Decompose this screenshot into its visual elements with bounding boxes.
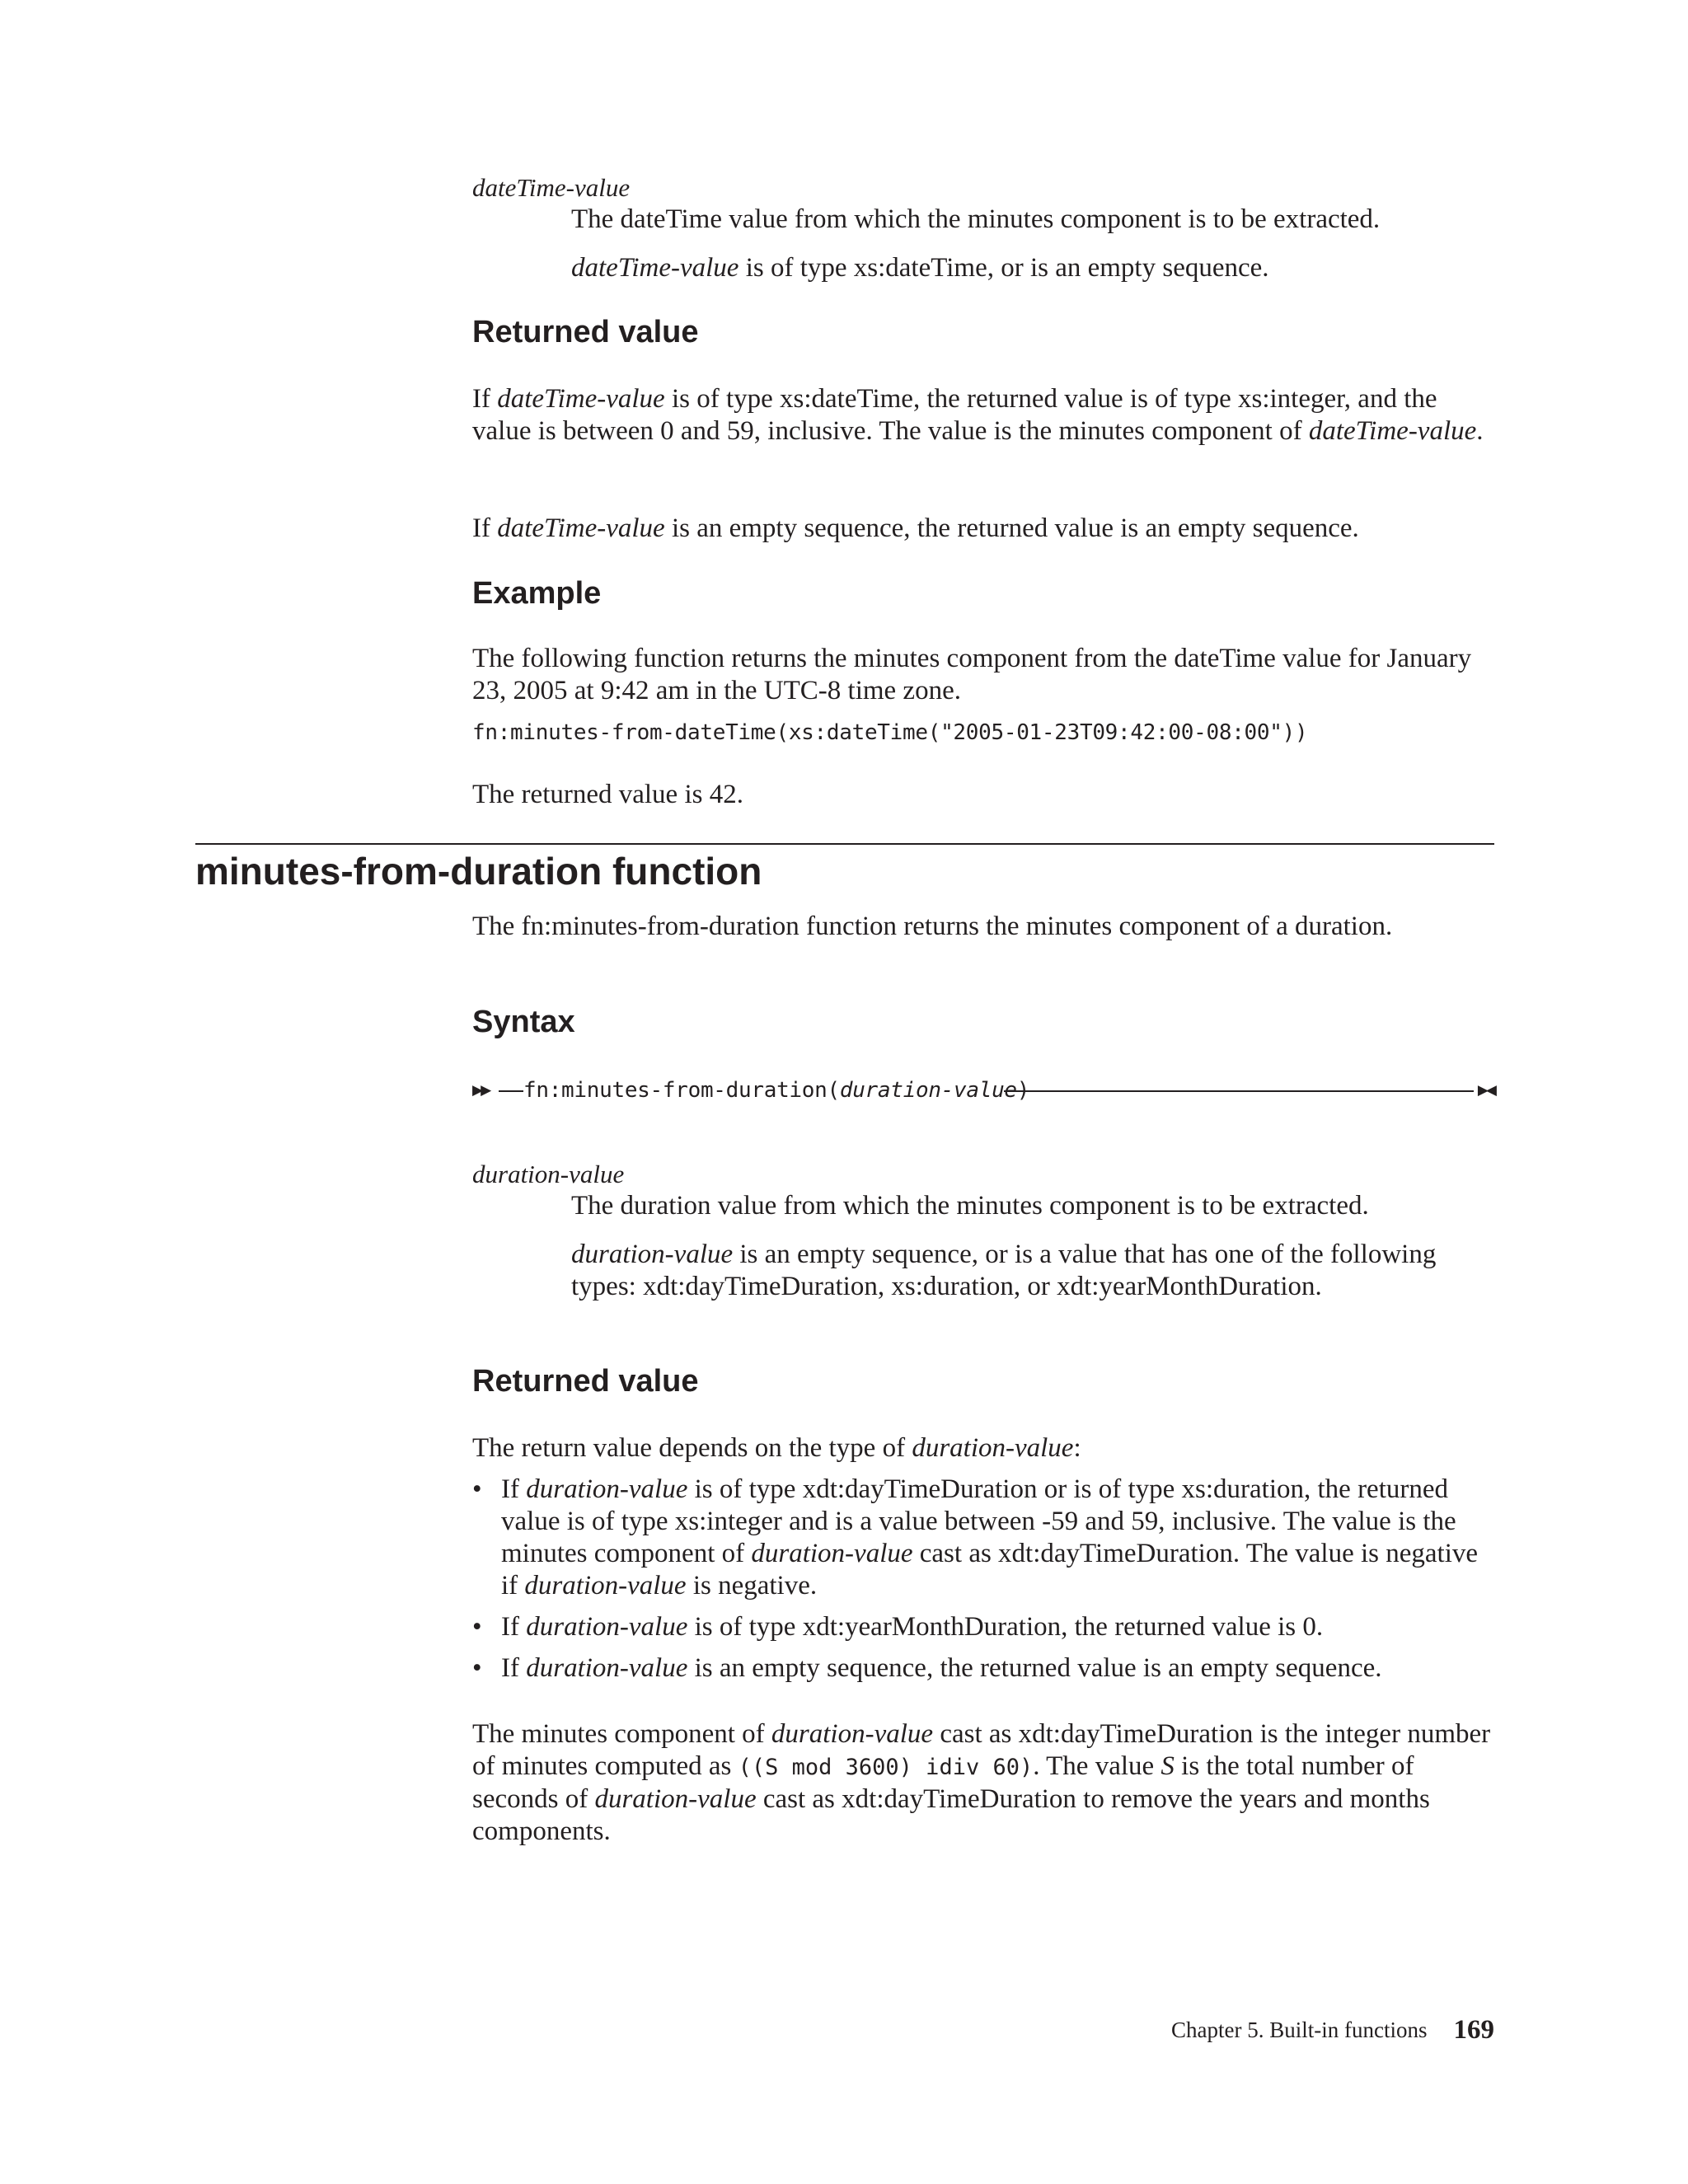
returned-value-body-2 bbox=[472, 1432, 1494, 1694]
section-title-block bbox=[195, 849, 1494, 893]
text-run: is an empty sequence, or is a value that has one of the following types: xdt:dayTimeDuration, xs:duration, or xdt:yearMonthDuration. bbox=[571, 1240, 1437, 1301]
section-heading: Syntax bbox=[472, 1005, 575, 1039]
page-footer bbox=[1171, 2015, 1494, 2046]
paragraph bbox=[472, 383, 1494, 448]
function-close: ) bbox=[1016, 1078, 1030, 1103]
returned-value-final-paragraph bbox=[472, 1718, 1494, 1848]
returned-value-paragraph-1 bbox=[472, 383, 1494, 448]
text-run: is of type xdt:yearMonthDuration, the returned value is 0. bbox=[687, 1612, 1324, 1642]
section-heading: Example bbox=[472, 576, 602, 611]
syntax-section bbox=[472, 1004, 1494, 1040]
term-ref: duration-value bbox=[526, 1612, 688, 1642]
text-run: cast as xdt:dayTimeDuration to remove the years and months components. bbox=[472, 1784, 1430, 1846]
section-divider bbox=[195, 843, 1494, 845]
term-ref: duration-value bbox=[751, 1539, 913, 1568]
function-name: fn:minutes-from-duration( bbox=[523, 1078, 840, 1103]
paragraph bbox=[472, 1718, 1494, 1848]
section-heading: Returned value bbox=[472, 315, 699, 349]
term-ref: dateTime-value bbox=[497, 384, 665, 414]
chapter-label: Chapter 5. Built-in functions bbox=[1171, 2018, 1428, 2042]
term-ref: duration-value bbox=[912, 1433, 1074, 1463]
list-item bbox=[472, 1474, 1494, 1602]
text-run: is negative. bbox=[686, 1571, 818, 1601]
text-run: . The value bbox=[1033, 1751, 1161, 1781]
example-section bbox=[472, 575, 1494, 612]
diagram-line bbox=[1004, 1090, 1474, 1092]
returned-value-section-1 bbox=[472, 314, 1494, 350]
bullet: • bbox=[472, 1474, 482, 1504]
section-heading: Returned value bbox=[472, 1364, 699, 1399]
term-ref: duration-value bbox=[571, 1240, 734, 1269]
list-item bbox=[472, 1652, 1494, 1685]
text-run: . bbox=[1476, 416, 1484, 446]
text-run: The return value depends on the type of bbox=[472, 1433, 912, 1463]
bullet-list bbox=[472, 1474, 1494, 1685]
term-ref: duration-value bbox=[526, 1653, 688, 1683]
page-number: 169 bbox=[1453, 2015, 1494, 2045]
paragraph bbox=[472, 1432, 1494, 1465]
example-result: The returned value is 42. bbox=[472, 780, 743, 809]
term-ref: duration-value bbox=[524, 1571, 687, 1601]
parameter-definition-datetime bbox=[472, 171, 1494, 284]
text-run: If bbox=[501, 1612, 527, 1642]
text-run: is of type xs:dateTime, the returned value is of type xs:integer, and the value is between 0 and 59, inclusive. The value is the minutes component of bbox=[472, 384, 1437, 446]
inline-code: ((S mod 3600) idiv 60) bbox=[738, 1755, 1034, 1780]
parameter-type bbox=[571, 1239, 1494, 1303]
parameter-description: The duration value from which the minutes component is to be extracted. bbox=[571, 1191, 1369, 1221]
parameter-definition-duration bbox=[472, 1158, 1494, 1303]
bullet: • bbox=[472, 1612, 482, 1642]
parameter-term: duration-value bbox=[472, 1160, 625, 1188]
list-item bbox=[472, 1611, 1494, 1643]
text-run: is the total number of seconds of bbox=[472, 1751, 1414, 1814]
diagram-start-marker: ▶▶ bbox=[472, 1082, 490, 1099]
text-run: is an empty sequence, the returned value is an empty sequence. bbox=[687, 1653, 1382, 1683]
term-ref: dateTime-value bbox=[497, 513, 665, 543]
text-run: The minutes component of bbox=[472, 1719, 771, 1749]
term-ref: duration-value bbox=[594, 1784, 757, 1814]
text-run: is an empty sequence, the returned value is an empty sequence. bbox=[664, 513, 1359, 543]
text-run: is of type xdt:dayTimeDuration or is of type xs:duration, the returned value is of type xs:integer and is a value between -59 and 59, inclusive. The value is the minutes component of bbox=[501, 1474, 1456, 1568]
example-code: fn:minutes-from-dateTime(xs:dateTime("2005-01-23T09:42:00-08:00")) bbox=[472, 720, 1308, 745]
syntax-diagram bbox=[472, 1076, 1494, 1104]
term-ref: duration-value bbox=[771, 1719, 934, 1749]
paragraph bbox=[472, 513, 1494, 545]
syntax-code bbox=[523, 1076, 1029, 1104]
returned-value-section-2 bbox=[472, 1363, 1494, 1399]
term-ref: S bbox=[1160, 1751, 1175, 1781]
text-run: is of type xs:dateTime, or is an empty sequence. bbox=[738, 253, 1269, 283]
term-ref: dateTime-value bbox=[571, 253, 739, 283]
page-title: minutes-from-duration function bbox=[195, 850, 762, 893]
text-run: If bbox=[501, 1474, 527, 1504]
text-run: If bbox=[472, 384, 498, 414]
parameter-type bbox=[571, 252, 1494, 284]
example-text: The following function returns the minutes component from the dateTime value for January 23, 2005 at 9:42 am in the UTC-8 time zone. bbox=[472, 644, 1472, 705]
text-run: : bbox=[1073, 1433, 1081, 1463]
text-run: If bbox=[472, 513, 498, 543]
returned-value-paragraph-2 bbox=[472, 513, 1494, 545]
diagram-line bbox=[499, 1090, 523, 1092]
parameter-term: dateTime-value bbox=[472, 173, 631, 202]
function-argument: duration-value bbox=[839, 1078, 1017, 1103]
bullet: • bbox=[472, 1653, 482, 1683]
text-run: cast as xdt:dayTimeDuration is the integer number of minutes computed as bbox=[472, 1719, 1491, 1781]
text-run: cast as xdt:dayTimeDuration. The value is negative if bbox=[501, 1539, 1479, 1601]
section-intro: The fn:minutes-from-duration function returns the minutes component of a duration. bbox=[472, 912, 1393, 941]
parameter-description: The dateTime value from which the minutes component is to be extracted. bbox=[571, 204, 1381, 234]
term-ref: duration-value bbox=[526, 1474, 688, 1504]
text-run: If bbox=[501, 1653, 527, 1683]
diagram-end-marker: ▶◀ bbox=[1477, 1082, 1494, 1099]
term-ref: dateTime-value bbox=[1308, 416, 1477, 446]
